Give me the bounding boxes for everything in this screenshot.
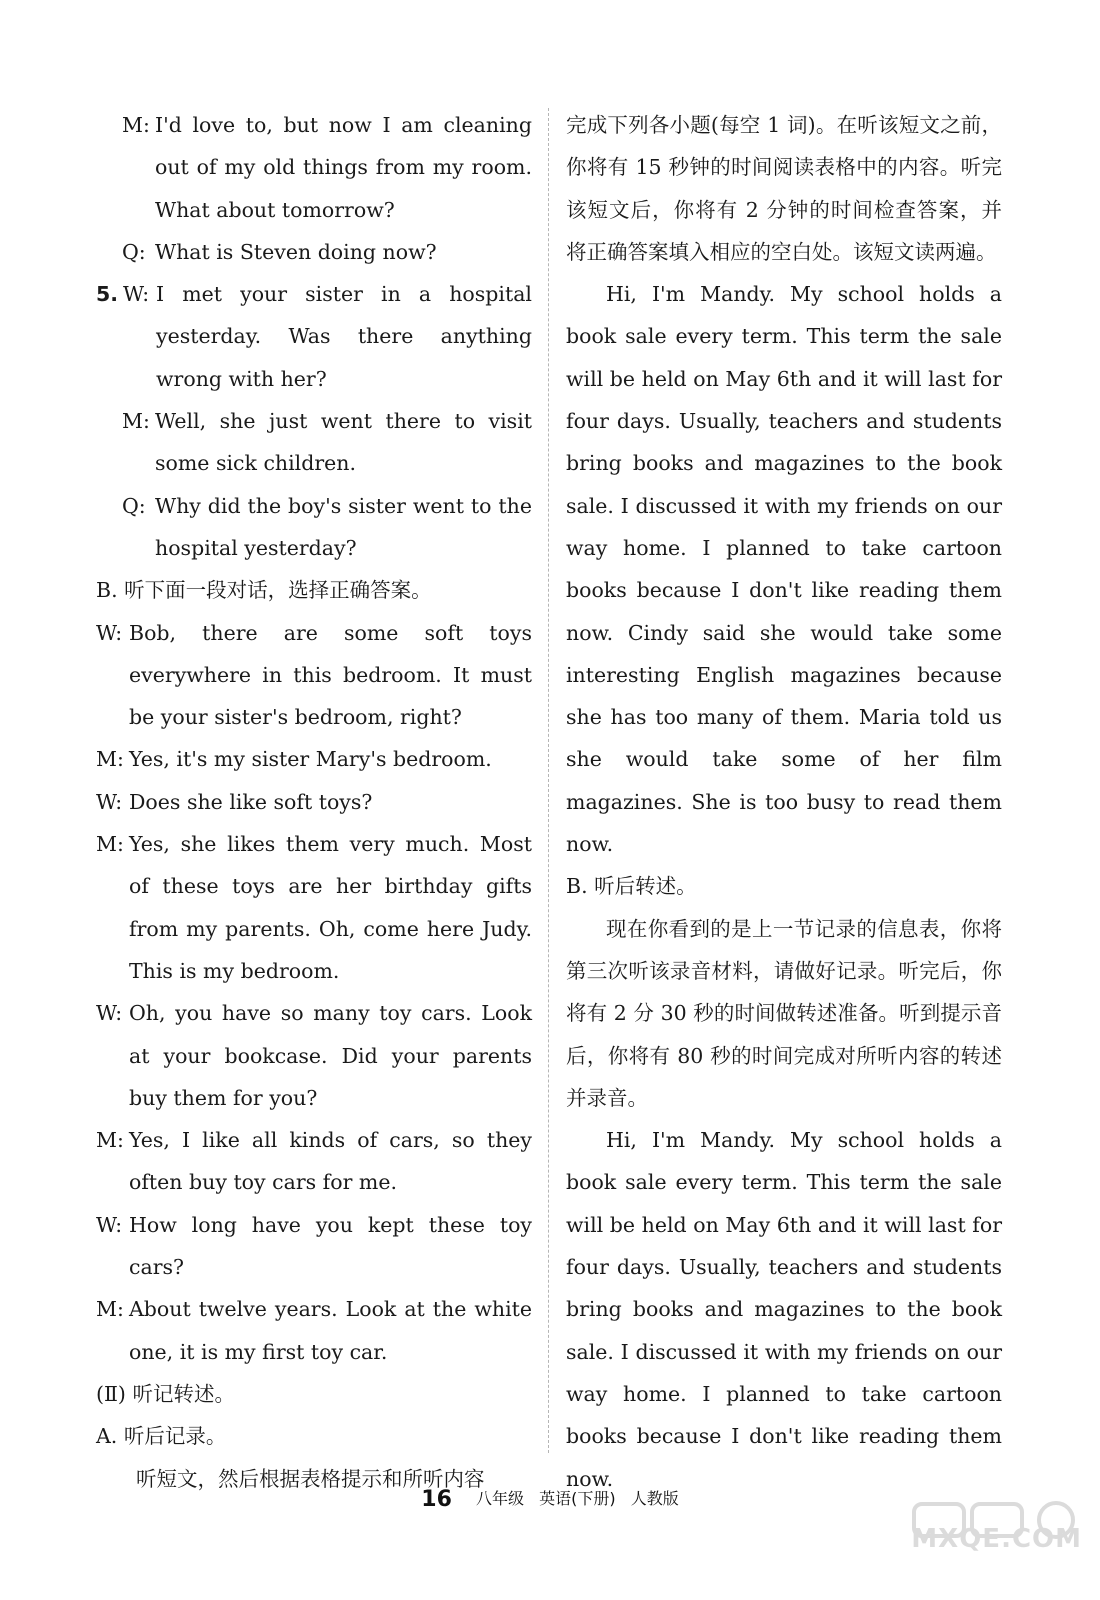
question-text: What is Steven doing now? bbox=[155, 239, 437, 264]
speaker-label: Q: bbox=[122, 239, 146, 264]
section-a-instructions-continued: 完成下列各小题(每空 1 词)。在听该短文之前，你将有 15 秒钟的时间阅读表格中的内容。听完该短文后，你将有 2 分钟的时间检查答案，并将正确答案填入相应的空白处。该短文读两遍。 bbox=[566, 113, 1002, 264]
dialogue-text: I'd love to, but now I am cleaning out of my old things from my room. What about tomorrow? bbox=[155, 113, 532, 222]
speaker-label: Q: bbox=[122, 493, 146, 518]
speaker-label: W: bbox=[123, 282, 150, 307]
subject-label: 英语(下册) bbox=[539, 1489, 616, 1508]
speaker-label: W: bbox=[96, 620, 123, 645]
speaker-label: W: bbox=[96, 1001, 123, 1026]
q5-man-line bbox=[122, 400, 532, 485]
q5-question-line bbox=[122, 485, 532, 570]
speaker-label: W: bbox=[96, 789, 123, 814]
section-ii-heading: (Ⅱ) 听记转述。 bbox=[96, 1381, 235, 1406]
dialogue-line bbox=[96, 738, 532, 780]
dialogue-text: Well, she just went there to visit some sick children. bbox=[155, 409, 532, 476]
speaker-label: M: bbox=[122, 409, 150, 434]
speaker-label: M: bbox=[96, 1128, 124, 1153]
dialogue-text: How long have you kept these toy cars? bbox=[129, 1212, 532, 1280]
right-column bbox=[566, 104, 1002, 1500]
dialogue-line bbox=[96, 612, 532, 739]
q5-woman-line bbox=[96, 273, 532, 400]
edition-label: 人教版 bbox=[630, 1489, 679, 1508]
listening-passage: Hi, I'm Mandy. My school holds a book sale every term. This term the sale will be held on May 6th and it will last for four days. Usually, teachers and students bring books and magazines to the book sale. I discussed it with my friends on our way home. I planned to take cartoon books because I don't like reading them now. Cindy said she would take some interesting English magazines because she has too many of them. Maria told us she would take some of her film magazines. She is too busy to read them now. bbox=[566, 282, 1002, 857]
speaker-label: M: bbox=[96, 1297, 124, 1322]
watermark-site: MXQE.COM bbox=[911, 1524, 1082, 1554]
left-column bbox=[96, 104, 532, 1500]
dialogue-line bbox=[96, 1288, 532, 1373]
dialogue-text: About twelve years. Look at the white one, it is my first toy car. bbox=[129, 1297, 532, 1364]
dialogue-text: Does she like soft toys? bbox=[129, 789, 373, 814]
dialogue-line bbox=[96, 823, 532, 992]
dialogue-text: Yes, she likes them very much. Most of these toys are her birthday gifts from my parents. Oh, come here Judy. This is my bedroom. bbox=[129, 832, 532, 983]
section-a-heading: A. 听后记录。 bbox=[96, 1424, 227, 1449]
dialogue-line bbox=[96, 992, 532, 1119]
watermark-logo bbox=[906, 1500, 1096, 1560]
section-b-retell-heading: B. 听后转述。 bbox=[566, 874, 697, 899]
column-divider bbox=[548, 108, 549, 1453]
dialogue-text: I met your sister in a hospital yesterday. Was there anything wrong with her? bbox=[156, 282, 532, 391]
dialogue-line bbox=[96, 1119, 532, 1204]
speaker-label: M: bbox=[96, 832, 124, 857]
speaker-label: W: bbox=[96, 1212, 123, 1237]
speaker-label: M: bbox=[122, 113, 150, 137]
q4-question-line bbox=[122, 231, 532, 273]
section-a-instructions: 听短文，然后根据表格提示和所听内容 bbox=[136, 1466, 485, 1491]
section-b-instructions: 现在你看到的是上一节记录的信息表，你将第三次听该录音材料，请做好记录。听完后，你将有 2 分 30 秒的时间做转述准备。听到提示音后，你将有 80 秒的时间完成对所听内容的转述并录音。 bbox=[566, 916, 1002, 1110]
question-number: 5. bbox=[96, 282, 119, 307]
q4-man-line bbox=[122, 104, 532, 231]
dialogue-text: Yes, it's my sister Mary's bedroom. bbox=[129, 747, 492, 772]
page-number: 16 bbox=[421, 1487, 452, 1512]
dialogue-text: Yes, I like all kinds of cars, so they often buy toy cars for me. bbox=[129, 1128, 532, 1195]
grade-label: 八年级 bbox=[476, 1489, 525, 1508]
listening-passage-repeat: Hi, I'm Mandy. My school holds a book sale every term. This term the sale will be held on May 6th and it will last for four days. Usually, teachers and students bring books and magazines to the book sale. I discussed it with my friends on our way home. I planned to take cartoon books because I don't like reading them now. bbox=[566, 1128, 1002, 1491]
dialogue-line bbox=[96, 1204, 532, 1289]
section-b-heading: B. 听下面一段对话，选择正确答案。 bbox=[96, 578, 432, 603]
question-text: Why did the boy's sister went to the hospital yesterday? bbox=[155, 493, 532, 560]
speaker-label: M: bbox=[96, 747, 124, 772]
dialogue-line bbox=[96, 781, 532, 823]
dialogue-text: Bob, there are some soft toys everywhere in this bedroom. It must be your sister's bedroom, right? bbox=[129, 620, 532, 730]
dialogue-text: Oh, you have so many toy cars. Look at your bookcase. Did your parents buy them for you? bbox=[129, 1001, 532, 1110]
